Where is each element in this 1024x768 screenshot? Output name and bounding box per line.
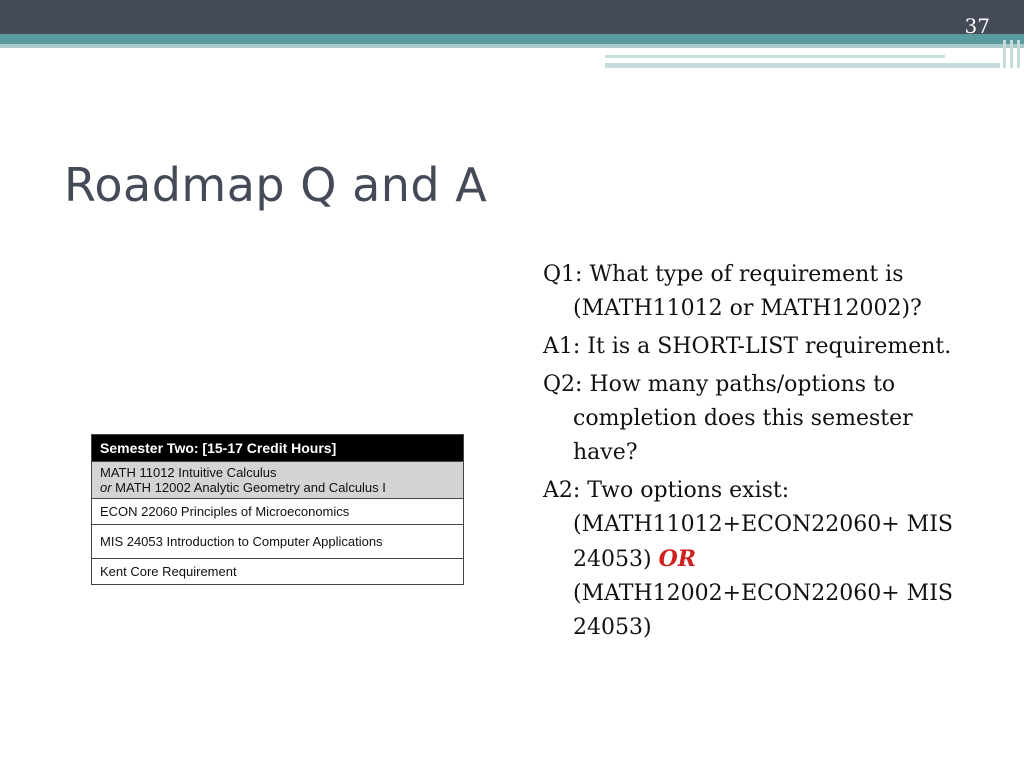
answer-2-part-2: (MATH12002+ECON22060+ MIS 24053) bbox=[573, 581, 953, 640]
slide-number: 37 bbox=[964, 14, 990, 38]
accent-line bbox=[605, 55, 945, 58]
slide-title: Roadmap Q and A bbox=[64, 158, 488, 212]
accent-line bbox=[605, 63, 1000, 68]
math-option-1: MATH 11012 Intuitive Calculus bbox=[100, 465, 277, 480]
or-emphasis: OR bbox=[658, 546, 697, 572]
table-row bbox=[92, 525, 464, 559]
mis-cell: MIS 24053 Introduction to Computer Applications bbox=[92, 525, 464, 559]
header-band bbox=[0, 0, 1024, 34]
table-row bbox=[92, 462, 464, 499]
answer-1: A1: It is a SHORT-LIST requirement. bbox=[543, 334, 952, 359]
accent-bar bbox=[1010, 40, 1013, 68]
table-row bbox=[92, 559, 464, 585]
table-row bbox=[92, 499, 464, 525]
header-stripe bbox=[0, 34, 1024, 44]
math-option-2-text: MATH 12002 Analytic Geometry and Calculus I bbox=[111, 480, 386, 495]
question-1: Q1: What type of requirement is (MATH11012 or MATH12002)? bbox=[543, 262, 922, 321]
answer-2-part-1: A2: Two options exist: (MATH11012+ECON22060+ MIS 24053) bbox=[543, 478, 953, 572]
qa-list bbox=[543, 258, 963, 649]
accent-bar bbox=[1017, 40, 1020, 68]
semester-table bbox=[91, 434, 464, 585]
answer-2 bbox=[543, 474, 963, 645]
accent-bar bbox=[1003, 40, 1006, 68]
kent-cell: Kent Core Requirement bbox=[92, 559, 464, 585]
question-2: Q2: How many paths/options to completion does this semester have? bbox=[543, 372, 913, 465]
table-header-row bbox=[92, 435, 464, 462]
math-option-2 bbox=[100, 480, 455, 495]
table-header: Semester Two: [15-17 Credit Hours] bbox=[92, 435, 464, 462]
header-stripe-light bbox=[0, 44, 1024, 48]
econ-cell: ECON 22060 Principles of Microeconomics bbox=[92, 499, 464, 525]
math-cell bbox=[92, 462, 464, 499]
or-word: or bbox=[100, 480, 112, 495]
